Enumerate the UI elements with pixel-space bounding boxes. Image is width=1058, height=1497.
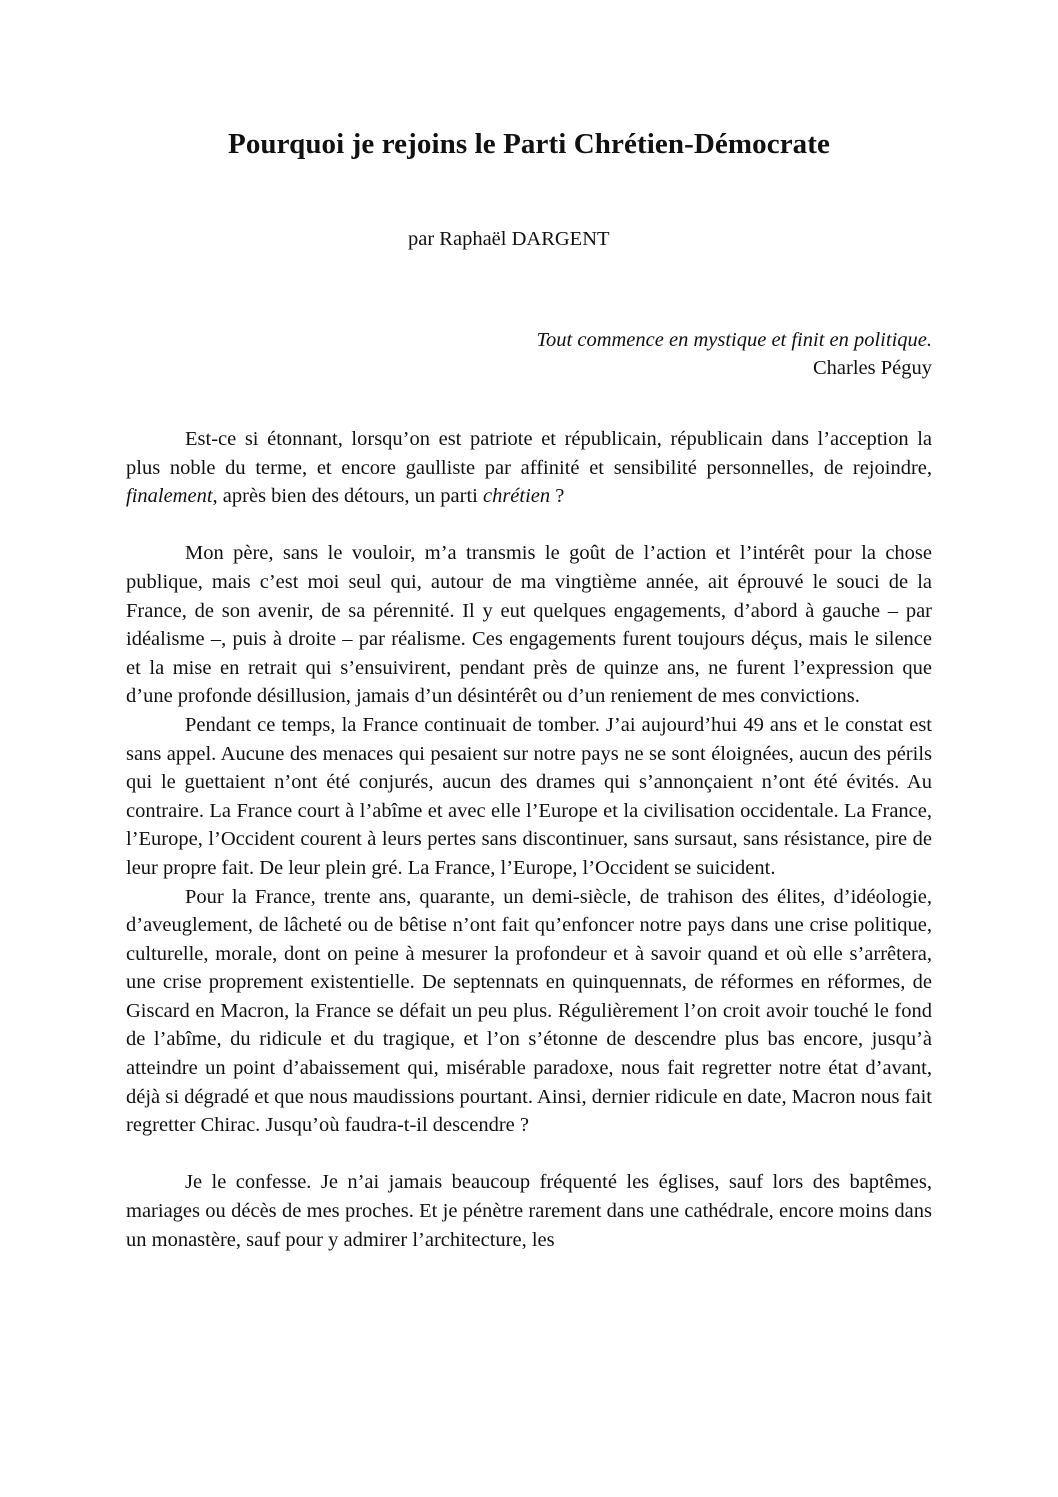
document-title: Pourquoi je rejoins le Parti Chrétien-Démocrate <box>228 128 830 160</box>
paragraph-3: Pendant ce temps, la France continuait de tomber. J’ai aujourd’hui 49 ans et le constat est sans appel. Aucune des menaces qui pesaient sur notre pays ne se sont éloignées, aucun des périls qui le guettaient n’ont été conjurés, aucun des drames qui s’annonçaient n’ont été évités. Au contraire. La France court à l’abîme et avec elle l’Europe et la civilisation occidentale. La France, l’Europe, l’Occident courent à leurs pertes sans discontinuer, sans sursaut, sans résistance, pire de leur propre fait. De leur plein gré. La France, l’Europe, l’Occident se suicident. <box>126 713 932 879</box>
paragraph-4: Pour la France, trente ans, quarante, un demi-siècle, de trahison des élites, d’idéologie, d’aveuglement, de lâcheté ou de bêtise n’ont fait qu’enfoncer notre pays dans une crise politique, culturelle, morale, dont on peine à mesurer la profondeur et à savoir quand et où elle s’arrêtera, une crise proprement existentielle. De septennats en quinquennats, de réformes en réformes, de Giscard en Macron, la France se défait un peu plus. Régulièrement l’on croit avoir touché le fond de l’abîme, du ridicule et du tragique, et l’on s’étonne de descendre plus bas encore, jusqu’à atteindre un point d’abaissement qui, misérable paradoxe, nous fait regretter notre état d’avant, déjà si dégradé et que nous maudissions pourtant. Ainsi, dernier ridicule en date, Macron nous fait regretter Chirac. Jusqu’où faudra-t-il descendre ? <box>126 885 932 1137</box>
body-text <box>126 425 932 1254</box>
paragraph-1-text-start: Est-ce si étonnant, lorsqu’on est patriote et républicain, républicain dans l’acception la plus noble du terme, et encore gaulliste par affinité et sensibilité personnelles, de rejoindre, <box>126 428 932 479</box>
paragraph-2: Mon père, sans le vouloir, m’a transmis le goût de l’action et l’intérêt pour la chose publique, mais c’est moi seul qui, autour de ma vingtième année, ait éprouvé le souci de la France, de son avenir, de sa pérennité. Il y eut quelques engagements, d’abord à gauche – par idéalisme –, puis à droite – par réalisme. Ces engagements furent toujours déçus, mais le silence et la mise en retrait qui s’ensuivirent, pendant près de quinze ans, ne furent l’expression que d’une profonde désillusion, jamais d’un désintérêt ou d’un reniement de mes convictions. <box>126 542 932 708</box>
paragraph-1-text-end: ? <box>550 485 565 508</box>
paragraph-5: Je le confesse. Je n’ai jamais beaucoup fréquenté les églises, sauf lors des baptêmes, mariages ou décès de mes proches. Et je pénètre rarement dans une cathédrale, encore moins dans un monastère, sauf pour y admirer l’architecture, les <box>126 1171 932 1251</box>
epigraph-attribution: Charles Péguy <box>813 357 932 379</box>
paragraph-1 <box>126 425 932 511</box>
epigraph <box>537 326 933 382</box>
author-line: par Raphaël DARGENT <box>408 228 610 250</box>
paragraph-1-text-middle: , après bien des détours, un parti <box>212 485 483 508</box>
emphasis-finalement: finalement <box>126 485 213 508</box>
epigraph-quote: Tout commence en mystique et finit en politique. <box>536 329 932 351</box>
emphasis-chretien: chrétien <box>482 485 551 508</box>
